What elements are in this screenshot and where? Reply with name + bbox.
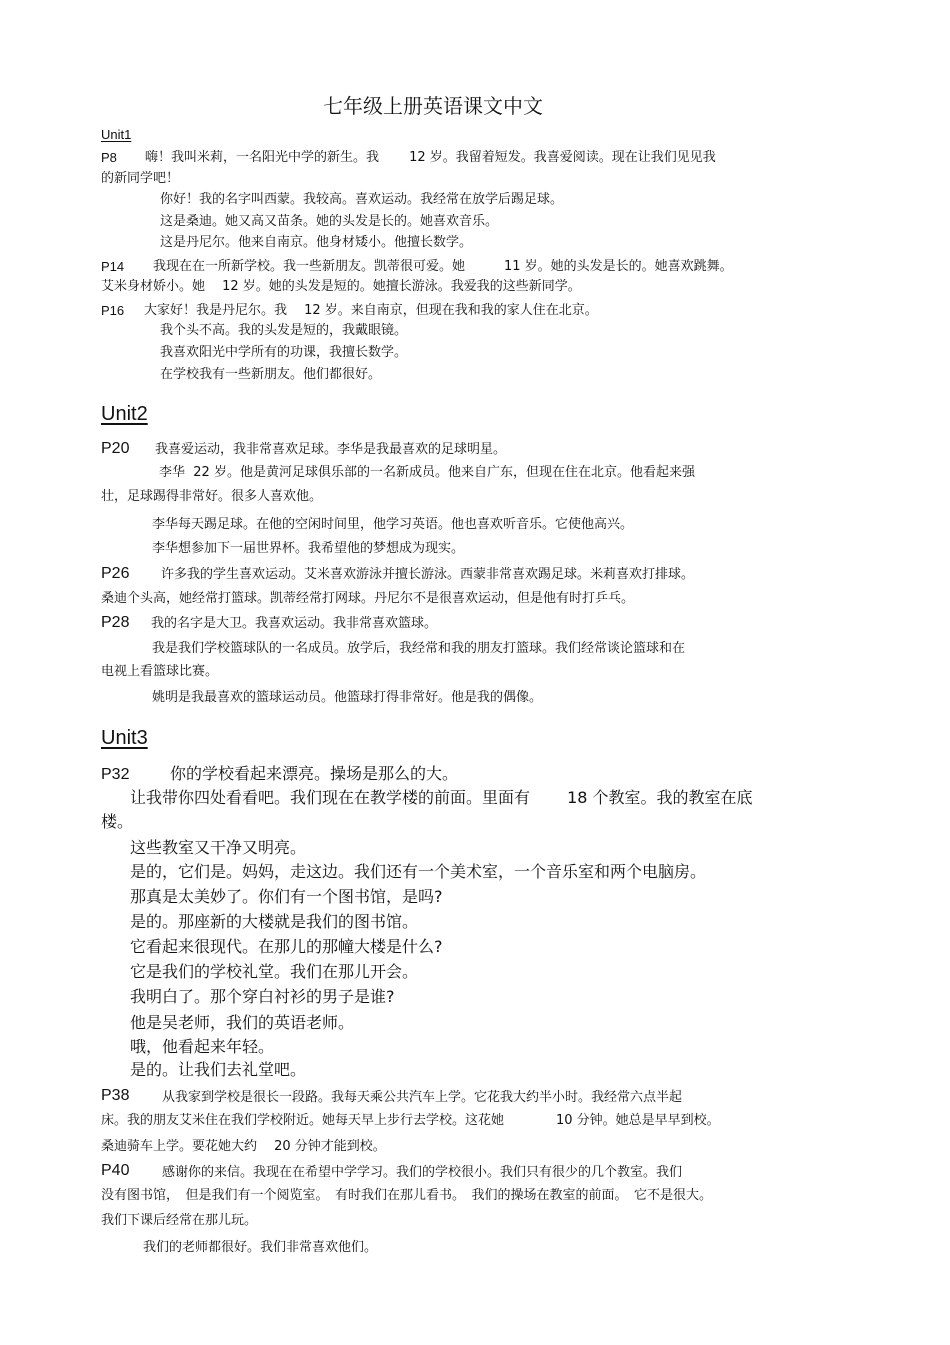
p8-line-2: 的新同学吧！ bbox=[101, 171, 180, 186]
p20-page-label: P20 bbox=[101, 440, 130, 457]
page-title: 七年级上册英语课文中文 bbox=[323, 94, 543, 118]
p16-line-2: 我个头不高。我的头发是短的，我戴眼镜。 bbox=[160, 323, 408, 338]
p16-line-1: 大家好！我是丹尼尔。我 12 岁。来自南京，但现在我和我的家人住在北京。 bbox=[144, 303, 598, 318]
p40-label bbox=[101, 1163, 129, 1180]
p40-line-1: 感谢你的来信。我现在在希望中学学习。我们的学校很小。我们只有很少的几个教室。我们 bbox=[162, 1165, 683, 1180]
p32-line-5: 是的，它们是。妈妈，走这边。我们还有一个美术室，一个音乐室和两个电脑房。 bbox=[130, 862, 707, 881]
p8-line-5: 这是丹尼尔。他来自南京。他身材矮小。他擅长数学。 bbox=[160, 235, 473, 250]
p32-line-2: 让我带你四处看看吧。我们现在在教学楼的前面。里面有 18 个教室。我的教室在底 bbox=[130, 788, 753, 807]
p20-line-4: 李华每天踢足球。在他的空闲时间里，他学习英语。他也喜欢听音乐。它使他高兴。 bbox=[152, 517, 634, 532]
p16-label bbox=[101, 303, 124, 320]
p32-line-4: 这些教室又干净又明亮。 bbox=[130, 838, 307, 857]
p20-line-3: 壮，足球踢得非常好。很多人喜欢他。 bbox=[101, 489, 323, 504]
p32-line-8: 它看起来很现代。在那儿的那幢大楼是什么? bbox=[130, 937, 443, 956]
p32-line-9: 它是我们的学校礼堂。我们在那儿开会。 bbox=[130, 962, 419, 981]
p40-page-label: P40 bbox=[101, 1162, 130, 1179]
p28-line-1: 我的名字是大卫。我喜欢运动。我非常喜欢篮球。 bbox=[151, 616, 438, 631]
unit2-heading: Unit2 bbox=[101, 403, 148, 425]
unit3-heading: Unit3 bbox=[101, 727, 148, 749]
p28-line-2: 我是我们学校篮球队的一名成员。放学后，我经常和我的朋友打篮球。我们经常谈论篮球和在 bbox=[152, 641, 686, 656]
p26-line-2: 桑迪个头高，她经常打篮球。凯蒂经常打网球。丹尼尔不是很喜欢运动，但是他有时打乒乓。 bbox=[101, 591, 635, 606]
p20-label bbox=[101, 441, 129, 458]
p16-line-4: 在学校我有一些新朋友。他们都很好。 bbox=[160, 367, 382, 382]
p8-page-label: P8 bbox=[101, 150, 117, 165]
p28-line-3: 电视上看篮球比赛。 bbox=[101, 664, 219, 679]
p14-page-label: P14 bbox=[101, 259, 125, 274]
p8-line-3: 你好！我的名字叫西蒙。我较高。喜欢运动。我经常在放学后踢足球。 bbox=[160, 192, 564, 207]
p28-label bbox=[101, 615, 129, 632]
p32-line-1: 你的学校看起来漂亮。操场是那么的大。 bbox=[170, 764, 459, 783]
unit1-heading: Unit1 bbox=[101, 127, 132, 142]
p32-line-11: 他是吴老师，我们的英语老师。 bbox=[130, 1013, 355, 1032]
p28-page-label: P28 bbox=[101, 614, 130, 631]
p20-line-1: 我喜爱运动，我非常喜欢足球。李华是我最喜欢的足球明星。 bbox=[155, 442, 507, 457]
p38-label bbox=[101, 1088, 129, 1105]
p8-line-4: 这是桑迪。她又高又苗条。她的头发是长的。她喜欢音乐。 bbox=[160, 214, 499, 229]
p32-line-7: 是的。那座新的大楼就是我们的图书馆。 bbox=[130, 912, 419, 931]
p40-line-4: 我们的老师都很好。我们非常喜欢他们。 bbox=[143, 1240, 378, 1255]
p32-line-13: 是的。让我们去礼堂吧。 bbox=[130, 1060, 307, 1079]
p40-line-3: 我们下课后经常在那儿玩。 bbox=[101, 1213, 258, 1228]
p16-page-label: P16 bbox=[101, 303, 125, 318]
p14-label bbox=[101, 259, 124, 276]
p28-line-4: 姚明是我最喜欢的篮球运动员。他篮球打得非常好。他是我的偶像。 bbox=[152, 690, 543, 705]
p32-line-3: 楼。 bbox=[101, 812, 134, 831]
p20-line-2: 李华 22 岁。他是黄河足球俱乐部的一名新成员。他来自广东，但现在住在北京。他看起来强 bbox=[159, 465, 695, 480]
p32-label bbox=[101, 764, 129, 785]
p38-line-2: 床。我的朋友艾米住在我们学校附近。她每天早上步行去学校。这花她 10 分钟。她总是早早到校。 bbox=[101, 1113, 720, 1128]
p8-label bbox=[101, 150, 117, 167]
p8-line-1: 嗨！我叫米莉，一名阳光中学的新生。我 12 岁。我留着短发。我喜爱阅读。现在让我们见见我 bbox=[145, 150, 716, 165]
p32-page-label: P32 bbox=[101, 766, 130, 783]
p38-page-label: P38 bbox=[101, 1087, 130, 1104]
p38-line-1: 从我家到学校是很长一段路。我每天乘公共汽车上学。它花我大约半小时。我经常六点半起 bbox=[162, 1090, 683, 1105]
p16-line-3: 我喜欢阳光中学所有的功课，我擅长数学。 bbox=[160, 345, 408, 360]
p32-line-12: 哦，他看起来年轻。 bbox=[130, 1037, 275, 1056]
p26-label bbox=[101, 566, 129, 583]
p26-page-label: P26 bbox=[101, 565, 130, 582]
p32-line-10: 我明白了。那个穿白衬衫的男子是谁? bbox=[130, 987, 395, 1006]
p26-line-1: 许多我的学生喜欢运动。艾米喜欢游泳并擅长游泳。西蒙非常喜欢踢足球。米莉喜欢打排球。 bbox=[161, 567, 695, 582]
p14-line-1: 我现在在一所新学校。我一些新朋友。凯蒂很可爱。她 11 岁。她的头发是长的。她喜欢跳舞。 bbox=[153, 259, 733, 274]
p38-line-3: 桑迪骑车上学。要花她大约 20 分钟才能到校。 bbox=[101, 1139, 386, 1154]
p40-line-2: 没有图书馆， 但是我们有一个阅览室。 有时我们在那儿看书。 我们的操场在教室的前面。 它不是很大。 bbox=[101, 1188, 713, 1203]
p32-line-6: 那真是太美妙了。你们有一个图书馆，是吗? bbox=[130, 887, 443, 906]
p14-line-2: 艾米身材娇小。她 12 岁。她的头发是短的。她擅长游泳。我爱我的这些新同学。 bbox=[101, 279, 581, 294]
p20-line-5: 李华想参加下一届世界杯。我希望他的梦想成为现实。 bbox=[152, 541, 465, 556]
